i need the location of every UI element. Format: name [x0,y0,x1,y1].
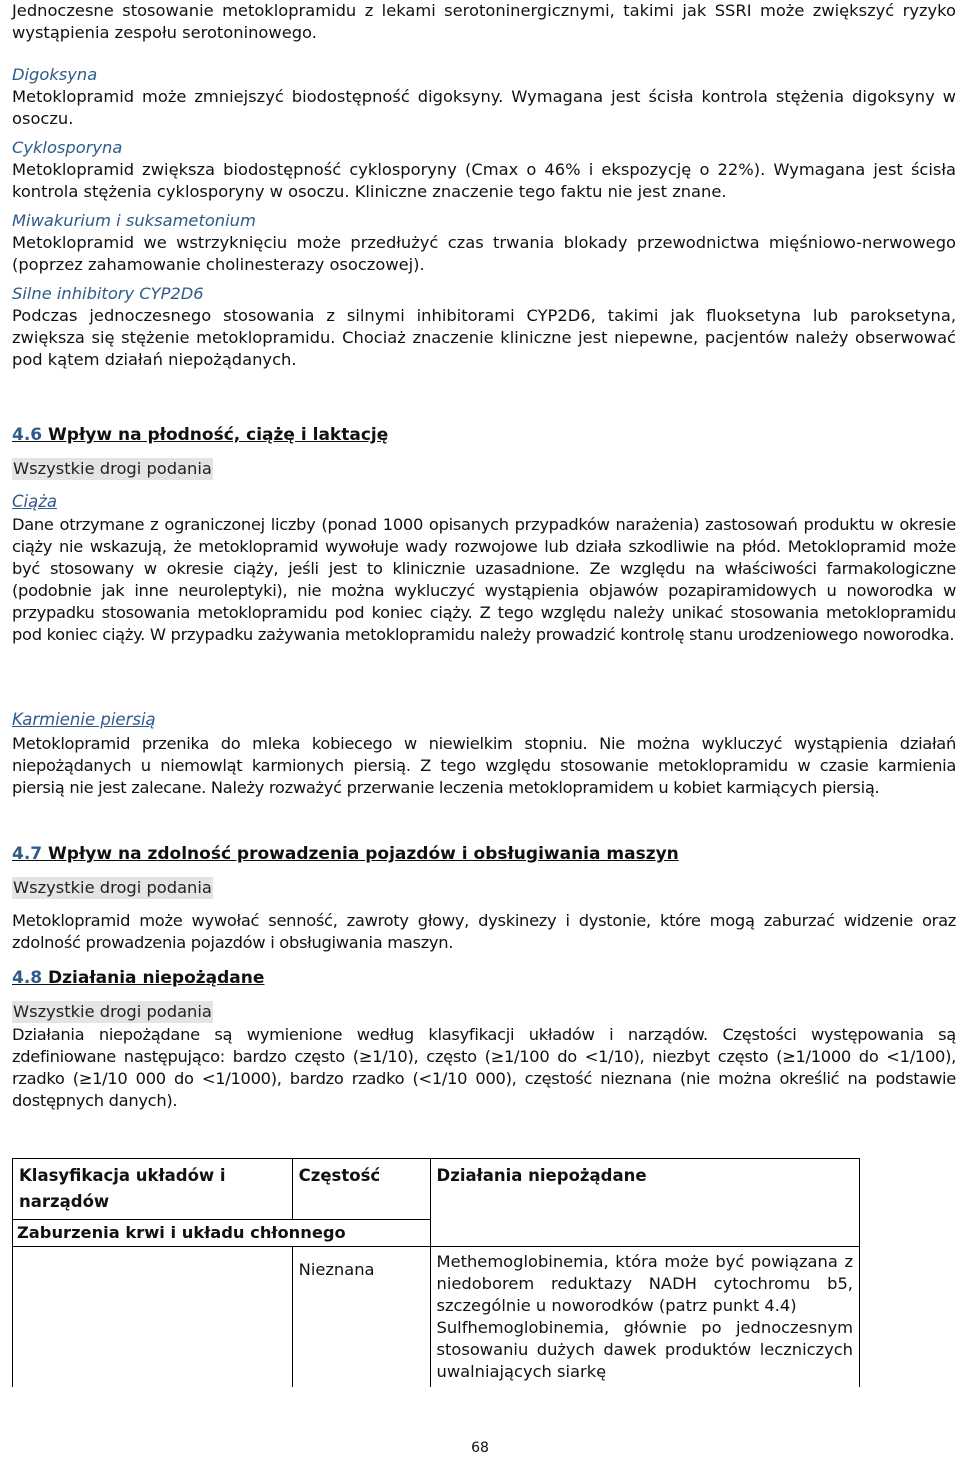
adverse-block [12,1024,956,1112]
empty-cell [13,1247,293,1388]
lactation-heading: Karmienie piersią [12,710,156,729]
effect-item: Sulfhemoglobinemia, głównie po jednoczesnym stosowaniu dużych dawek produktów leczniczych uwalniających siarkę [436,1318,853,1381]
interaction-cyp2d6 [12,283,956,371]
interaction-label: Silne inhibitory CYP2D6 [12,284,204,303]
driving-text: Metoklopramid może wywołać senność, zawroty głowy, dyskinezy i dystonie, które mogą zaburzać widzenie oraz zdolność prowadzenia pojazdów i obsługiwania maszyn. [12,911,956,952]
section-title: Działania niepożądane [42,968,265,988]
interactions-block [12,64,956,371]
pregnancy-heading: Ciąża [12,492,57,511]
section-heading-4-7 [12,844,679,864]
interaction-text: Metoklopramid we wstrzyknięciu może przedłużyć czas trwania blokady przewodnictwa mięśniowo-nerwowego (poprzez zahamowanie cholinesterazy osoczowej). [12,233,956,274]
section-title: Wpływ na zdolność prowadzenia pojazdów i obsługiwania maszyn [42,844,679,864]
interaction-label: Miwakurium i suksametonium [12,211,256,230]
organ-class-cell: Zaburzenia krwi i układu chłonnego [13,1220,431,1247]
section-heading-4-6 [12,425,388,445]
frequency-cell: Nieznana [292,1247,430,1388]
interaction-digoxin [12,64,956,130]
section-heading-4-8 [12,968,264,988]
effects-cell [430,1247,859,1388]
column-header-classification: Klasyfikacja układów i narządów [13,1159,293,1220]
interaction-text: Metoklopramid może zmniejszyć biodostępność digoksyny. Wymagana jest ścisła kontrola stężenia digoksyny w osoczu. [12,87,956,128]
adverse-effects-table [12,1158,860,1387]
section-title: Wpływ na płodność, ciążę i laktację [42,425,389,445]
route-label: Wszystkie drogi podania [13,1002,212,1021]
interaction-text: Metoklopramid zwiększa biodostępność cyklosporyny (Cmax o 46% i ekspozycję o 22%). Wymagana jest ścisła kontrola stężenia cyklosporyny w osoczu. Kliniczne znaczenie tego faktu nie jest znane. [12,160,956,201]
intro-paragraph: Jednoczesne stosowanie metoklopramidu z lekami serotoninergicznymi, takimi jak SSRI może zwiększyć ryzyko wystąpienia zespołu serotoninowego. [12,1,956,42]
table-header-row [13,1159,860,1220]
interaction-text: Podczas jednoczesnego stosowania z silnymi inhibitorami CYP2D6, takimi jak fluoksetyna lub paroksetyna, zwiększa się stężenie metoklopramidu. Chociaż znaczenie kliniczne jest niepewne, pacjentów należy obserwować pod kątem działań niepożądanych. [12,306,956,369]
intro-block [12,0,956,44]
interaction-cyclosporine [12,137,956,203]
route-label: Wszystkie drogi podania [13,459,212,478]
effect-item: Methemoglobinemia, która może być powiązana z niedoborem reduktazy NADH cytochromu b5, szczególnie u noworodków (patrz punkt 4.4) [436,1252,853,1315]
interaction-label: Digoksyna [12,65,98,84]
driving-block [12,910,956,954]
route-label: Wszystkie drogi podania [13,878,212,897]
section-number: 4.6 [12,425,43,445]
page-number: 68 [471,1440,489,1456]
lactation-block [12,733,956,799]
adverse-text: Działania niepożądane są wymienione według klasyfikacji układów i narządów. Częstości występowania są zdefiniowane następująco: bardzo często (≥1/10), często (≥1/100 do <1/10), niezbyt często (≥1/1000 do <1/100), rzadko (≥1/10 000 do <1/1000), bardzo rzadko (<1/10 000), częstość nieznana (nie można określić na podstawie dostępnych danych). [12,1025,956,1110]
column-header-frequency: Częstość [292,1159,430,1220]
section-number: 4.8 [12,968,43,988]
interaction-label: Cyklosporyna [12,138,123,157]
section-number: 4.7 [12,844,43,864]
pregnancy-block [12,514,956,646]
table-row [13,1247,860,1388]
pregnancy-text: Dane otrzymane z ograniczonej liczby (ponad 1000 opisanych przypadków narażenia) zastosowań produktu w okresie ciąży nie wskazują, że metoklopramid wywołuje wady rozwojowe lub działa szkodliwie na płód. Metoklopramid może być stosowany w okresie ciąży, jeśli jest to klinicznie uzasadnione. Ze względu na właściwości farmakologiczne (podobnie jak inne neuroleptyki), nie można wykluczyć wystąpienia objawów pozapiramidowych u noworodka w przypadku stosowania metoklopramidu pod koniec ciąży. Z tego względu należy unikać stosowania metoklopramidu pod koniec ciąży. W przypadku zażywania metoklopramidu należy prowadzić kontrolę stanu urodzeniowego noworodka. [12,515,956,644]
interaction-mivacurium [12,210,956,276]
lactation-text: Metoklopramid przenika do mleka kobiecego w niewielkim stopniu. Nie można wykluczyć wystąpienia działań niepożądanych u niemowląt karmionych piersią. Z tego względu stosowanie metoklopramidu w czasie karmienia piersią nie jest zalecane. Należy rozważyć przerwanie leczenia metoklopramidem u kobiet karmiących piersią. [12,734,956,797]
column-header-effects: Działania niepożądane [430,1159,859,1247]
